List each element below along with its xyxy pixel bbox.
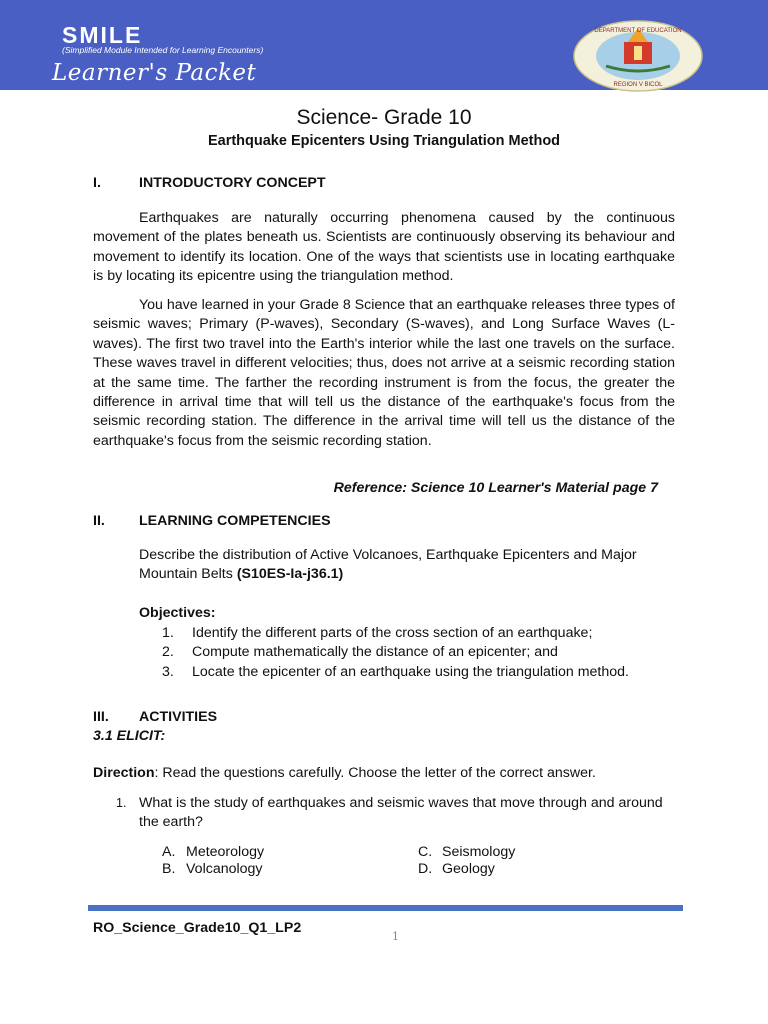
- competency-text: [139, 546, 659, 585]
- page-title: Science- Grade 10: [296, 106, 472, 129]
- section-1-title: INTRODUCTORY CONCEPT: [139, 175, 326, 191]
- section-1-number: I.: [93, 175, 101, 191]
- intro-paragraph-1: Earthquakes are naturally occurring phenomena caused by the continuous movement of the plates beneath us. Scientists are continuously observing its behaviour and movement to identify its location. One of the ways that scientists use in locating earthquake is by locating its epicentre using the triangulation method.: [93, 210, 675, 285]
- choice-c[interactable]: C. Seismology: [418, 844, 516, 860]
- section-2-title: LEARNING COMPETENCIES: [139, 513, 331, 529]
- section-3-title: ACTIVITIES: [139, 709, 218, 725]
- reference-note: Reference: Science 10 Learner's Material page 7: [333, 480, 658, 496]
- packet-title: Learner's Packet: [52, 60, 257, 86]
- brand-logo-text: SMILE: [62, 22, 143, 48]
- deped-seal-icon: [572, 20, 704, 92]
- intro-paragraph-2: You have learned in your Grade 8 Science that an earthquake releases three types of seismic waves; Primary (P-waves), Secondary (S-waves), and Long Surface Waves (L-waves). The first two travel into the Earth's interior while the last one travels on the surface. These waves travel in different velocities; thus, does not arrive at a seismic recording station at the same time. The farther the recording instrument is from the focus, the greater the difference in arrival time that will tell us the distance of the earthquake's focus from the seismic recording station. The difference in the arrival time will tell us the distance of the earthquake's focus from the seismic recording station.: [93, 297, 675, 449]
- objective-item: 1. Identify the different parts of the cross section of an earthquake;: [162, 625, 593, 641]
- question-1-text: What is the study of earthquakes and seismic waves that move through and around the earth?: [139, 795, 663, 831]
- footer-code: RO_Science_Grade10_Q1_LP2: [93, 920, 302, 936]
- seal-text-bottom: REGION V BICOL: [613, 82, 663, 88]
- choice-d[interactable]: D. Geology: [418, 861, 495, 877]
- section-3-number: III.: [93, 709, 109, 725]
- objective-item: 2. Compute mathematically the distance of an epicenter; and: [162, 644, 558, 661]
- objectives-list: [162, 624, 629, 682]
- objective-item: 3. Locate the epicenter of an earthquake using the triangulation method.: [162, 663, 629, 680]
- footer-divider: [88, 905, 683, 911]
- choice-a[interactable]: A. Meteorology: [162, 844, 265, 860]
- objectives-label: Objectives:: [139, 605, 216, 621]
- page-subtitle: Earthquake Epicenters Using Triangulation Method: [207, 133, 561, 149]
- seal-text-top: DEPARTMENT OF EDUCATION: [594, 28, 682, 34]
- competency-code: (S10ES-Ia-j36.1): [236, 566, 344, 583]
- elicit-heading: 3.1 ELICIT:: [93, 728, 166, 744]
- competency-description: Describe the distribution of Active Volcanoes, Earthquake Epicenters and Major Mountain Belts: [139, 547, 637, 583]
- page-number: 1: [392, 930, 399, 943]
- question-1-number: 1.: [116, 796, 127, 810]
- choice-b[interactable]: B. Volcanology: [162, 861, 263, 877]
- section-2-number: II.: [93, 513, 105, 529]
- header-banner: [0, 0, 768, 90]
- direction-text: Direction: Read the questions carefully. Choose the letter of the correct answer.: [93, 765, 596, 781]
- brand-subtitle: (Simplified Module Intended for Learning Encounters): [62, 45, 264, 55]
